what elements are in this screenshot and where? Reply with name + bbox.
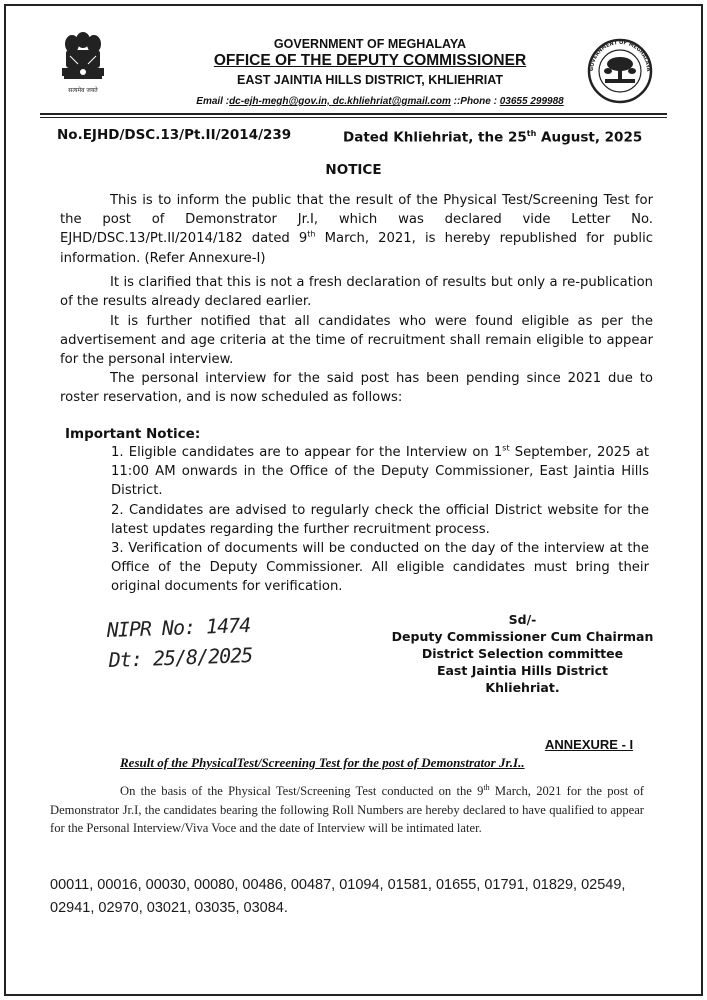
seal-text: GOVERNMENT OF MEGHALAYA: [588, 39, 652, 72]
signatory-block: [380, 611, 665, 696]
annexure-body: On the basis of the Physical Test/Screening Test conducted on the 9th March, 2021 for the post of Demonstrator Jr.I, the candidates bearing the following Roll Numbers are hereby declared to have qualified to appear for the Personal Interview/Viva Voce and the date of Interview will be intimated later.: [50, 782, 644, 835]
reference-number: No.EJHD/DSC.13/Pt.II/2014/239: [57, 127, 292, 143]
signatory-designation: Deputy Commissioner Cum Chairman: [391, 629, 654, 644]
handwritten-line-2: Dt: 25/8/2025: [108, 643, 253, 672]
list-item: 2. Candidates are advised to regularly check the official District website for the latest updates regarding the further recruitment process.: [111, 502, 649, 537]
important-notice-list: [111, 443, 649, 597]
national-emblem-icon: [52, 26, 114, 100]
signature-sd: Sd/-: [508, 612, 537, 627]
reference-date: Dated Khliehriat, the 25th August, 2025: [343, 129, 643, 146]
notice-paragraph-4: The personal interview for the said post has been pending since 2021 due to roster reservation, and is now scheduled as follows:: [60, 371, 653, 406]
list-item: 3. Verification of documents will be conducted on the day of the interview at the Office of the Deputy Commissioner. All eligible candidates must bring their original documents for verification.: [111, 541, 649, 595]
notice-title: NOTICE: [325, 162, 382, 178]
header-divider: [40, 113, 667, 115]
phone-value: 03655 299988: [499, 96, 564, 107]
office-heading: OFFICE OF THE DEPUTY COMMISSIONER: [213, 52, 527, 69]
signatory-district: East Jaintia Hills District: [436, 663, 609, 678]
list-item: 1. Eligible candidates are to appear for the Interview on 1st September, 2025 at 11:00 AM onwards in the Office of the Deputy Commissioner, East Jaintia Hills District.: [111, 443, 649, 499]
notice-paragraph-1: This is to inform the public that the result of the Physical Test/Screening Test for the post of Demonstrator Jr.I, which was declared vide Letter No. EJHD/DSC.13/Pt.II/2014/182 dated 9th March, 2021, is hereby republished for public information. (Refer Annexure-I): [60, 193, 653, 266]
email-value[interactable]: dc-ejh-megh@gov.in, dc.khliehriat@gmail.com: [229, 96, 451, 107]
meghalaya-seal-icon: [583, 38, 657, 104]
handwritten-line-1: NIPR No: 1474: [106, 615, 251, 642]
annexure-label: ANNEXURE - I: [545, 737, 634, 752]
notice-paragraph-3: It is further notified that all candidates who were found eligible as per the advertisement and age criteria at the time of recruitment shall remain eligible to appear for the personal interview.: [60, 314, 653, 368]
annexure-title: Result of the PhysicalTest/Screening Test for the post of Demonstrator Jr.I..: [120, 755, 525, 770]
contact-line: [170, 96, 590, 107]
district-heading: EAST JAINTIA HILLS DISTRICT, KHLIEHRIAT: [237, 73, 503, 87]
important-notice-heading: Important Notice:: [65, 426, 201, 442]
signatory-place: Khliehriat.: [485, 680, 560, 695]
government-heading: GOVERNMENT OF MEGHALAYA: [273, 37, 467, 51]
phone-label: ::Phone :: [450, 96, 500, 107]
signatory-committee: District Selection committee: [421, 646, 624, 661]
handwritten-nipr-note: [105, 615, 305, 675]
header-divider-thin: [40, 117, 667, 118]
notice-paragraph-2: It is clarified that this is not a fresh declaration of results but only a re-publication of the results already declared earlier.: [60, 275, 653, 310]
email-label: Email :: [196, 96, 230, 107]
qualified-roll-numbers: 00011, 00016, 00030, 00080, 00486, 00487, 01094, 01581, 01655, 01791, 01829, 02549, 02941, 02970, 03021, 03035, 03084.: [50, 877, 626, 916]
emblem-caption: सत्यमेव जयते: [68, 87, 98, 94]
